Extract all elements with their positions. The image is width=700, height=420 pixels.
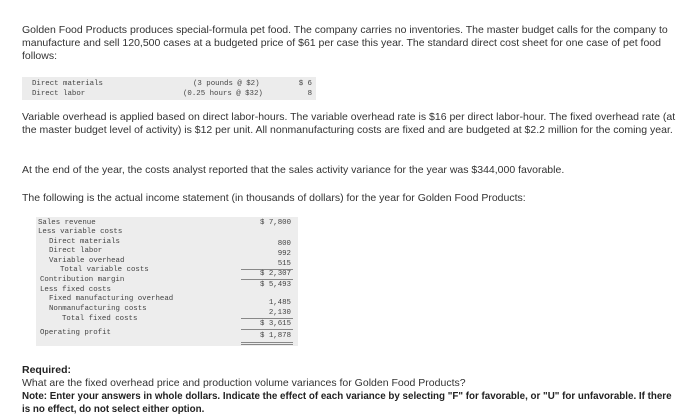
value-direct-labor: 992 — [277, 250, 291, 258]
label-sales-revenue: Sales revenue — [38, 219, 96, 227]
cost-detail-direct-labor: (0.25 hours @ $32) — [183, 90, 263, 98]
label-contribution-margin: Contribution margin — [40, 276, 125, 284]
value-variable-overhead: 515 — [277, 260, 291, 268]
label-total-fixed-costs: Total fixed costs — [62, 315, 138, 323]
standard-cost-sheet — [22, 77, 322, 103]
label-operating-profit: Operating profit — [40, 329, 111, 337]
label-less-variable-costs: Less variable costs — [38, 228, 123, 236]
income-statement — [36, 213, 306, 353]
label-variable-overhead: Variable overhead — [49, 257, 125, 265]
income-statement-intro: The following is the actual income statement (in thousands of dollars) for the year for Golden Food Products: — [22, 192, 526, 204]
required-note: Note: Enter your answers in whole dollars. Indicate the effect of each variance by selecting "F" for favorable, or "U" for unfavorable. If there is no effect, do not select either option. — [22, 391, 672, 415]
label-direct-labor: Direct labor — [49, 247, 103, 255]
cost-amount-direct-materials: $ 6 — [298, 80, 312, 88]
double-underline-top — [241, 342, 293, 343]
required-question: What are the fixed overhead price and production volume variances for Golden Food Products? — [22, 377, 466, 389]
label-direct-materials: Direct materials — [49, 238, 120, 246]
underline-nonmanufacturing — [241, 318, 293, 319]
double-underline-bottom — [241, 344, 293, 345]
value-fixed-manufacturing-overhead: 1,485 — [268, 299, 291, 307]
label-nonmanufacturing-costs: Nonmanufacturing costs — [49, 305, 147, 313]
intro-paragraph: Golden Food Products produces special-formula pet food. The company carries no inventories. The master budget calls for the company to manufacture and sell 120,500 cases at a budgeted price of $61 per case this year. The standard direct cost sheet for one case of pet food follows: — [22, 24, 668, 62]
overhead-paragraph: Variable overhead is applied based on direct labor-hours. The variable overhead rate is $16 per direct labor-hour. The fixed overhead rate (at the master budget level of activity) is $12 per unit. All nonmanufacturing costs are fixed and are budgeted at $2.2 million for the coming year. — [22, 111, 676, 136]
label-less-fixed-costs: Less fixed costs — [40, 286, 111, 294]
value-direct-materials: 800 — [277, 240, 291, 248]
label-fixed-manufacturing-overhead: Fixed manufacturing overhead — [49, 295, 174, 303]
value-nonmanufacturing-costs: 2,130 — [268, 309, 291, 317]
cost-label-direct-labor: Direct labor — [32, 90, 86, 98]
analyst-paragraph: At the end of the year, the costs analyst reported that the sales activity variance for the year was $344,000 favorable. — [22, 164, 565, 176]
value-total-fixed-costs: $ 3,615 — [259, 320, 291, 328]
cost-label-direct-materials: Direct materials — [32, 80, 103, 88]
value-contribution-margin: $ 5,493 — [259, 281, 291, 289]
value-total-variable-costs: $ 2,307 — [259, 270, 291, 278]
underline-total-fixed — [241, 329, 293, 330]
cost-amount-direct-labor: 8 — [307, 90, 312, 98]
underline-total-variable — [241, 279, 293, 280]
label-total-variable-costs: Total variable costs — [60, 266, 149, 274]
required-section — [22, 364, 682, 416]
value-operating-profit: $ 1,878 — [259, 332, 291, 340]
cost-detail-direct-materials: (3 pounds @ $2) — [193, 80, 260, 88]
value-sales-revenue: $ 7,800 — [259, 219, 291, 227]
required-heading: Required: — [22, 364, 72, 376]
